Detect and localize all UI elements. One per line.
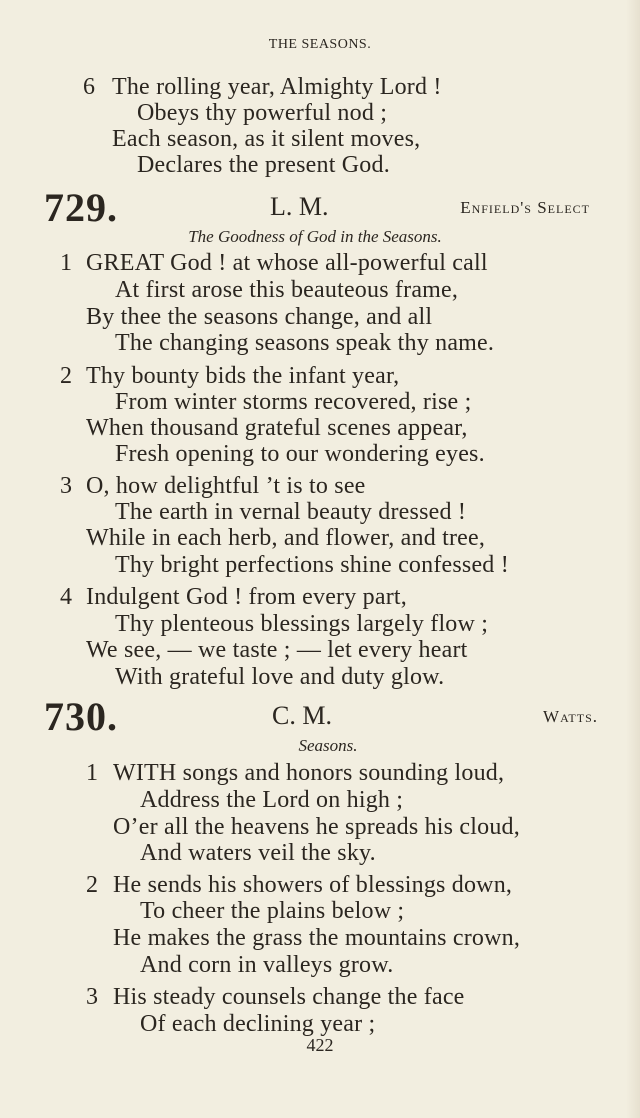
- hymn-title: Seasons.: [298, 736, 358, 755]
- stanza-number: 3: [86, 984, 99, 1010]
- verse-line: By thee the seasons change, and all: [86, 304, 433, 330]
- page-number: 422: [306, 1035, 334, 1055]
- hymn-meter: C. M.: [272, 701, 332, 730]
- stanza-number: 2: [60, 363, 73, 389]
- stanza-number: 1: [60, 250, 73, 276]
- verse-line: To cheer the plains below ;: [140, 898, 405, 924]
- verse-line: Of each declining year ;: [140, 1011, 376, 1037]
- verse-line: He sends his showers of blessings down,: [113, 872, 513, 898]
- verse-line: Thy bright perfections shine confessed !: [115, 552, 509, 578]
- hymn-title: The Goodness of God in the Seasons.: [188, 227, 442, 246]
- hymn-author: Watts.: [543, 707, 598, 726]
- verse-line: At first arose this beauteous frame,: [115, 277, 459, 303]
- verse-line: Thy bounty bids the infant year,: [86, 363, 400, 389]
- verse-line: While in each herb, and flower, and tree,: [86, 525, 486, 551]
- verse-line: O’er all the heavens he spreads his cloud,: [113, 814, 520, 840]
- verse-line: The changing seasons speak thy name.: [115, 330, 495, 356]
- verse-line: The earth in vernal beauty dressed !: [115, 499, 467, 525]
- hymn-number: 729.: [44, 185, 118, 230]
- verse-line: GREAT God ! at whose all-powerful call: [86, 250, 488, 276]
- verse-line: We see, — we taste ; — let every heart: [86, 637, 468, 663]
- verse-line: Declares the present God.: [137, 152, 390, 178]
- hymn-number: 730.: [44, 694, 118, 739]
- running-head: THE SEASONS.: [268, 37, 372, 52]
- verse-line: Thy plenteous blessings largely flow ;: [115, 611, 489, 637]
- verse-line: Obeys thy powerful nod ;: [137, 100, 388, 126]
- stanza-number: 1: [86, 760, 99, 786]
- verse-line: And waters veil the sky.: [140, 840, 376, 866]
- verse-line: Each season, as it silent moves,: [112, 126, 421, 152]
- verse-line: Address the Lord on high ;: [140, 787, 404, 813]
- stanza-number: 6: [83, 74, 96, 100]
- verse-line: WITH songs and honors sounding loud,: [113, 760, 505, 786]
- verse-line: His steady counsels change the face: [113, 984, 465, 1010]
- verse-line: The rolling year, Almighty Lord !: [112, 74, 442, 100]
- stanza-number: 2: [86, 872, 99, 898]
- verse-line: From winter storms recovered, rise ;: [115, 389, 472, 415]
- stanza-number: 4: [60, 584, 73, 610]
- verse-line: With grateful love and duty glow.: [115, 664, 445, 690]
- verse-line: Indulgent God ! from every part,: [86, 584, 407, 610]
- verse-line: When thousand grateful scenes appear,: [86, 415, 468, 441]
- verse-line: Fresh opening to our wondering eyes.: [115, 441, 485, 467]
- stanza-number: 3: [60, 473, 73, 499]
- verse-line: O, how delightful ’t is to see: [86, 473, 366, 499]
- verse-line: He makes the grass the mountains crown,: [113, 925, 521, 951]
- page-gutter-shadow: [626, 0, 640, 1118]
- verse-line: And corn in valleys grow.: [140, 952, 394, 978]
- hymn-author: Enfield's Select: [460, 198, 590, 217]
- hymn-meter: L. M.: [270, 192, 329, 221]
